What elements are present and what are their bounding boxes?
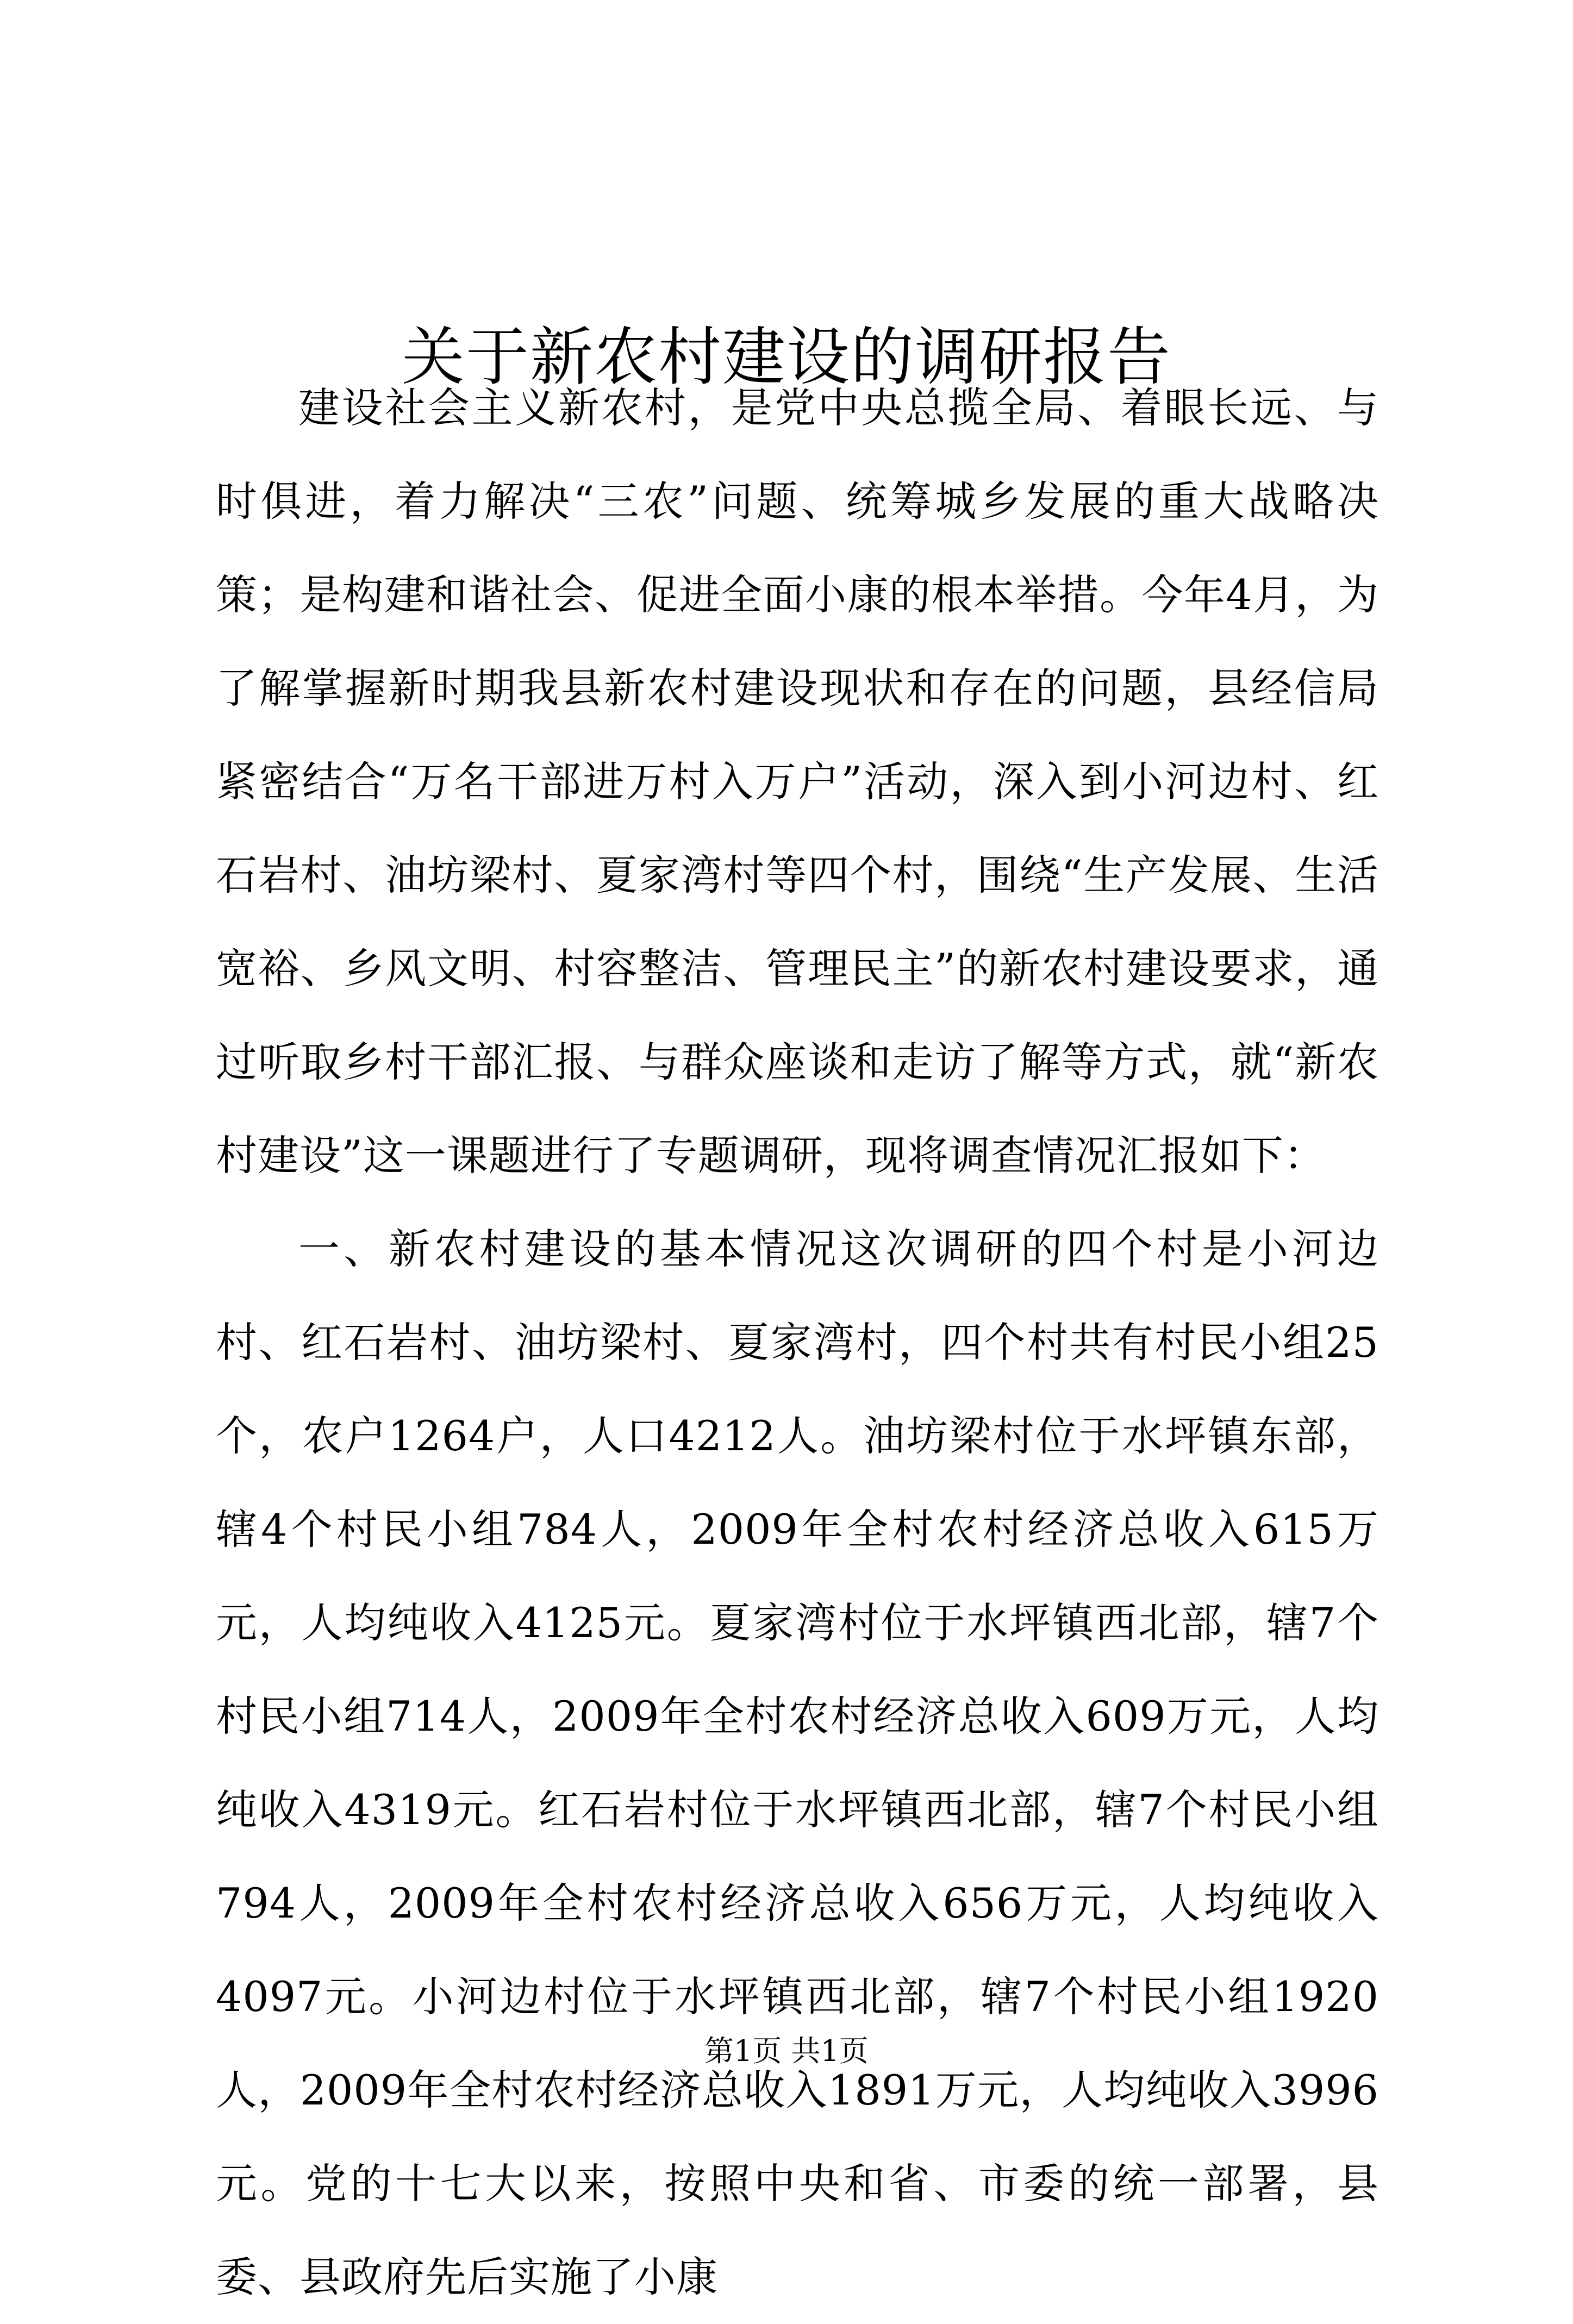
paragraph-introduction: 建设社会主义新农村，是党中央总揽全局、着眼长远、与时俱进，着力解决“三农”问题、统筹城乡发展的重大战略决策；是构建和谐社会、促进全面小康的根本举措。今年4月，为了解掌握新时期我县新农村建设现状和存在的问题，县经信局紧密结合“万名干部进万村入万户”活动，深入到小河边村、红石岩村、油坊梁村、夏家湾村等四个村，围绕“生产发展、生活宽裕、乡风文明、村容整洁、管理民主”的新农村建设要求，通过听取乡村干部汇报、与群众座谈和走访了解等方式，就“新农村建设”这一课题进行了专题调研，现将调查情况汇报如下： — [216, 384, 1379, 1180]
page-number-footer: 第1页 共1页 — [704, 2034, 869, 2068]
paragraph-basic-situation: 一、新农村建设的基本情况这次调研的四个村是小河边村、红石岩村、油坊梁村、夏家湾村，四个村共有村民小组25个，农户1264户，人口4212人。油坊梁村位于水坪镇东部，辖4个村民小组784人，2009年全村农村经济总收入615万元，人均纯收入4125元。夏家湾村位于水坪镇西北部，辖7个村民小组714人，2009年全村农村经济总收入609万元，人均纯收入4319元。红石岩村位于水坪镇西北部，辖7个村民小组794人，2009年全村农村经济总收入656万元，人均纯收入4097元。小河边村位于水坪镇西北部，辖7个村民小组1920人，2009年全村农村经济总收入1891万元，人均纯收入3996元。党的十七大以来，按照中央和省、市委的统一部署，县委、县政府先后实施了小康 — [216, 1225, 1379, 2301]
document-title: 关于新农村建设的调研报告 — [402, 320, 1171, 394]
